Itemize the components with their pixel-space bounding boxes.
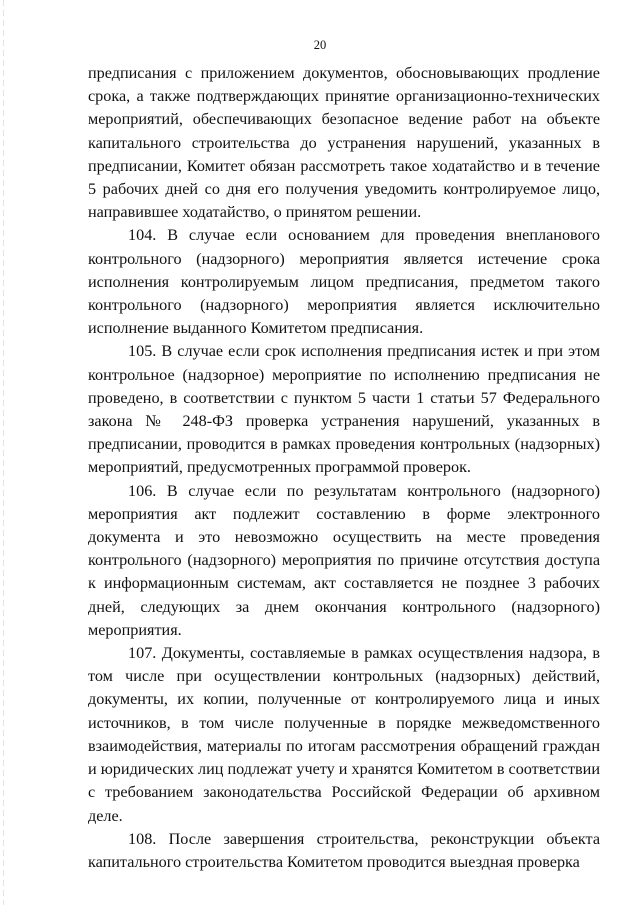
paragraph-105: 105. В случае если срок исполнения предписания истек и при этом контрольное (надзорное) мероприятие по исполнению предписания не проведено, в соответствии с пунктом 5 части 1 статьи 57 Федерального закона № 248-ФЗ проверка устранения нарушений, указанных в предписании, проводится в рамках проведения контрольных (надзорных) мероприятий, предусмотренных программой проверок. [88, 342, 600, 477]
paragraph-107: 107. Документы, составляемые в рамках осуществления надзора, в том числе при осуществлении контрольных (надзорных) действий, документы, их копии, полученные от контролируемого лица и иных источников, в том числе полученные в порядке межведомственного взаимодействия, материалы по итогам рассмотрения обращений граждан и юридических лиц подлежат учету и хранятся Комитетом в соответствии с требованием законодательства Российской Федерации об архивном деле. [88, 644, 600, 825]
document-body [88, 62, 600, 874]
paragraph-continuation: предписания с приложением документов, обосновывающих продление срока, а также подтверждающих принятие организационно-технических мероприятий, обеспечивающих безопасное ведение работ на объекте капитального строительства до устранения нарушений, указанных в предписании, Комитет обязан рассмотреть такое ходатайство и в течение 5 рабочих дней со дня его получения уведомить контролируемое лицо, направившее ходатайство, о принятом решении. [88, 64, 600, 222]
scan-edge-artifact [3, 0, 4, 905]
paragraph-104: 104. В случае если основанием для проведения внепланового контрольного (надзорного) мероприятия является истечение срока исполнения контролируемым лицом предписания, предметом такого контрольного (надзорного) мероприятия является исключительно исполнение выданного Комитетом предписания. [88, 226, 600, 338]
paragraph-106: 106. В случае если по результатам контрольного (надзорного) мероприятия акт подлежит составлению в форме электронного документа и это невозможно осуществить на месте проведения контрольного (надзорного) мероприятия по причине отсутствия доступа к информационным системам, акт составляется не позднее 3 рабочих дней, следующих за днем окончания контрольного (надзорного) мероприятия. [88, 481, 600, 639]
paragraph-108: 108. После завершения строительства, реконструкции объекта капитального строительства Комитетом проводится выездная проверка [88, 829, 600, 871]
page-number: 20 [313, 38, 327, 52]
